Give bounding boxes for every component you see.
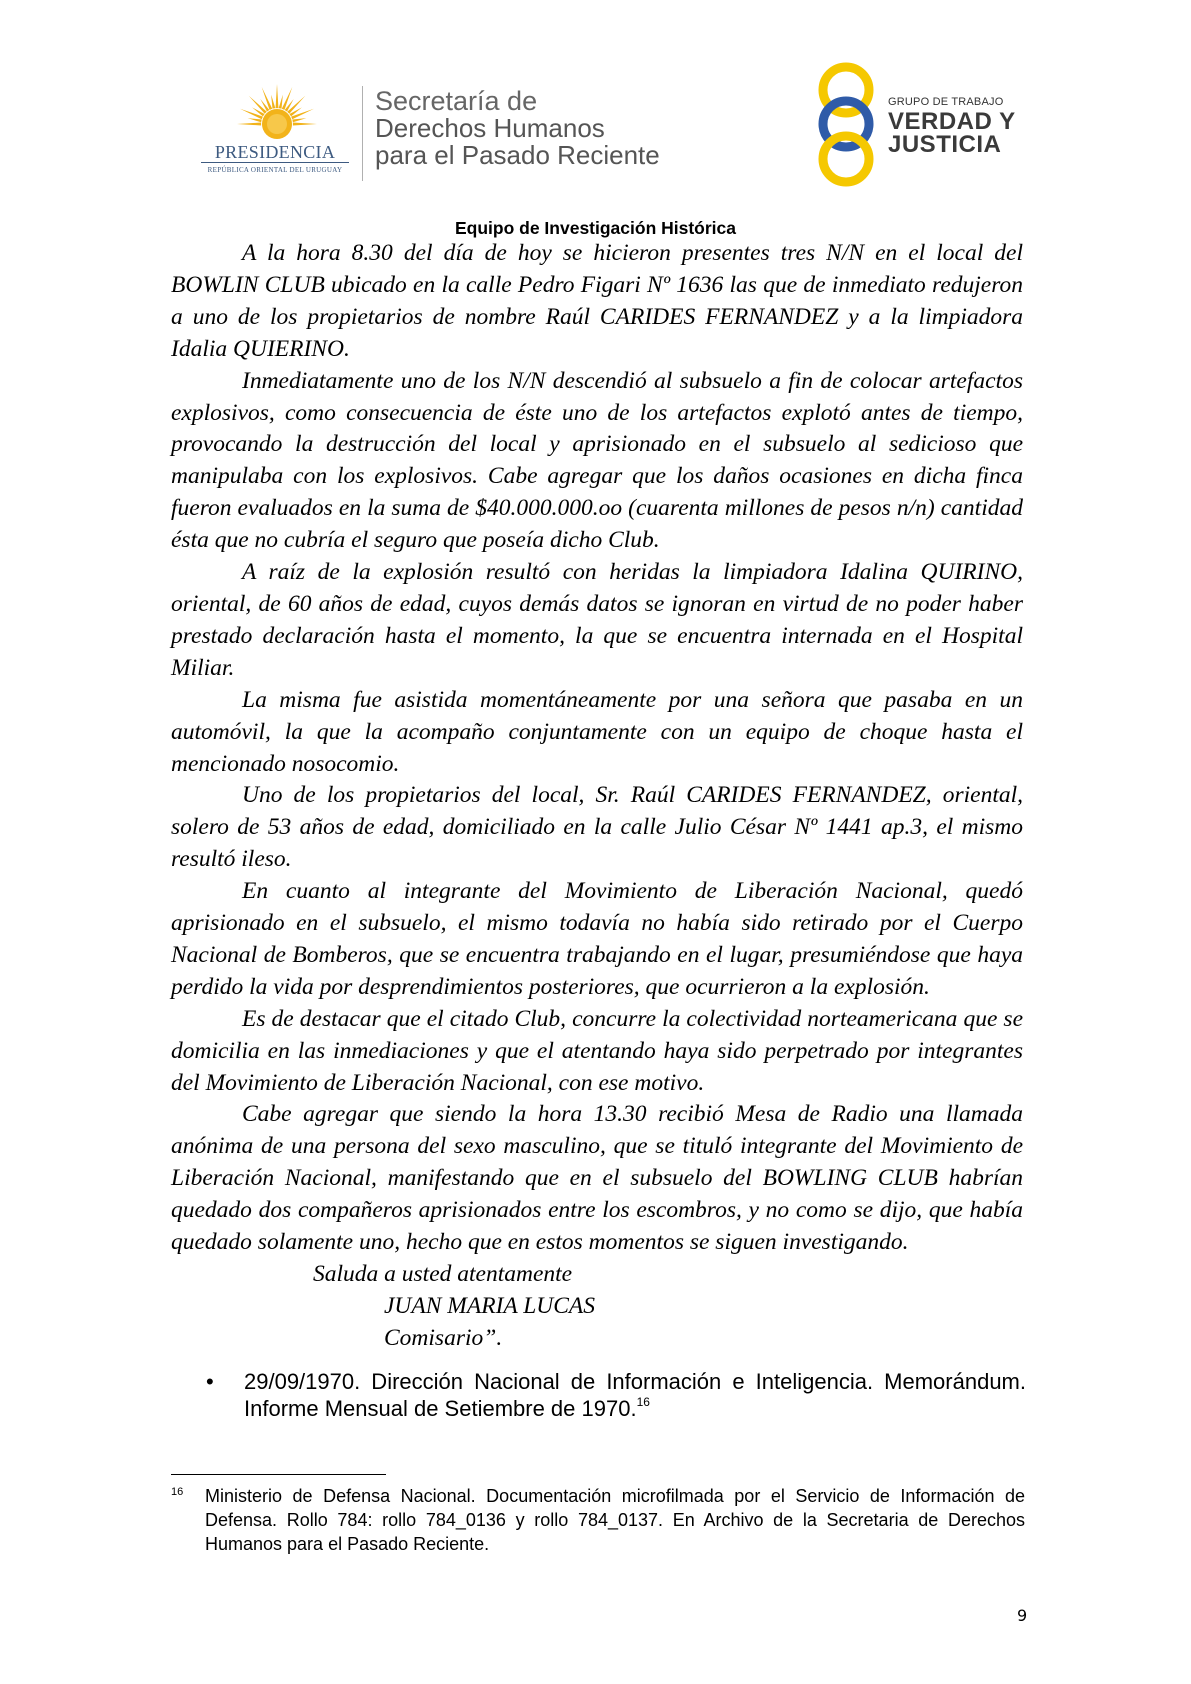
grupo-line2: VERDAD Y (888, 108, 1016, 135)
signature-closing: Saluda a usted atentamente (313, 1261, 573, 1287)
report-paragraph: Es de destacar que el citado Club, concurre la colectividad norteamericana que se domicilia en las inmediaciones y que el atentando haya sido perpetrado por integrantes del Movimiento de Liberación Nacional, con ese motivo. (171, 1005, 1023, 1096)
sun-ray (262, 87, 273, 110)
grupo-line3: JUSTICIA (888, 131, 1002, 158)
sun-ray (237, 123, 261, 126)
report-paragraph: En cuanto al integrante del Movimiento de Liberación Nacional, quedó aprisionado en el subsuelo, el mismo todavía no había sido retirado por el Cuerpo Nacional de Bomberos, que se encuentra trabajando en el lugar, presumiéndose que haya perdido la vida por desprendimientos posteriores, que ocurrieron a la explosión. (171, 878, 1023, 1000)
presidencia-rule (201, 162, 349, 163)
grupo-line1: GRUPO DE TRABAJO (888, 96, 1004, 108)
sun-ray (291, 109, 314, 120)
sun-ray (292, 118, 306, 122)
page-number: 9 (1017, 1606, 1028, 1625)
bullet-symbol: • (206, 1369, 214, 1394)
report-paragraph: Uno de los propietarios del local, Sr. Raúl CARIDES FERNANDEZ, oriental, solero de 53 años de edad, domiciliado en la calle Julio César Nº 1441 ap.3, el mismo resultó ileso. (171, 782, 1023, 873)
report-paragraph: Cabe agregar que siendo la hora 13.30 recibió Mesa de Radio una llamada anónima de una persona del sexo masculino, que se tituló integrante del Movimiento de Liberación Nacional, manifestando que en el subsuelo del BOWLING CLUB habrían quedado dos compañeros aprisionados entre los escombros, y no como se dijo, que había quedado solamente uno, hecho que en estos momentos se siguen investigando. (171, 1101, 1023, 1256)
footnote-reference[interactable]: 16 (636, 1395, 650, 1409)
bullet-item (206, 1368, 1026, 1422)
bullet-text-block (244, 1368, 1026, 1422)
signature-title: Comisario”. (384, 1324, 503, 1351)
sun-ray (279, 95, 283, 109)
report-paragraph: A la hora 8.30 del día de hoy se hicieron presentes tres N/N en el local del BOWLIN CLUB ubicado en la calle Pedro Figari Nº 1636 las que de inmediato redujeron a uno de los propietarios de nombre Raúl CARIDES FERNANDEZ y a la limpiadora Idalia QUIERINO. (171, 240, 1023, 362)
secretaria-line2: Derechos Humanos (375, 113, 605, 143)
grupo-trabajo-logo (812, 62, 1022, 188)
secretaria-logo-text (375, 88, 660, 169)
header-divider (362, 86, 363, 181)
signature-name: JUAN MARIA LUCAS (384, 1292, 596, 1319)
quoted-report (171, 238, 1023, 1355)
sun-icon (195, 82, 355, 144)
sun-ray (276, 84, 279, 108)
footnote-text: Ministerio de Defensa Nacional. Documentación microfilmada por el Servicio de Información de Defensa. Rollo 784: rollo 784_0136 y rollo 784_0137. En Archivo de la Secretaria de Derechos Humanos para el Pasado Reciente. (205, 1486, 1025, 1554)
sun-ray (293, 123, 317, 126)
sun-ray (271, 95, 275, 109)
sun-ray (282, 87, 293, 110)
footnote-number: 16 (171, 1486, 184, 1498)
secretaria-line1: Secretaría de (375, 86, 538, 116)
presidencia-subtitle: REPÚBLICA ORIENTAL DEL URUGUAY (207, 166, 343, 174)
report-paragraph: A raíz de la explosión resultó con heridas la limpiadora Idalina QUIRINO, oriental, de 60 años de edad, cuyos demás datos se ignoran en virtud de no poder haber prestado declaración hasta el momento, la que se encuentra internada en el Hospital Miliar. (171, 559, 1023, 681)
team-title: Equipo de Investigación Histórica (454, 218, 737, 238)
presidencia-logo (195, 82, 355, 182)
footnote-separator (171, 1474, 386, 1475)
report-paragraph: La misma fue asistida momentáneamente por una señora que pasaba en un automóvil, la que la acompaño conjuntamente con un equipo de choque hasta el mencionado nosocomio. (171, 686, 1023, 777)
secretaria-line3: para el Pasado Reciente (375, 140, 660, 170)
report-paragraph: Inmediatamente uno de los N/N descendió al subsuelo a fin de colocar artefactos explosivos, como consecuencia de éste uno de los artefactos explotó antes de tiempo, provocando la destrucción del local y aprisionado en el subsuelo al sedicioso que manipulaba con los explosivos. Cabe agregar que los daños ocasiones en dicha finca fueron evaluados en la suma de $40.000.000.oo (cuarenta millones de pesos n/n) cantidad ésta que no cubría el seguro que poseía dicho Club. (171, 367, 1023, 554)
presidencia-title: PRESIDENCIA (214, 142, 336, 162)
linked-rings-icon (812, 62, 884, 188)
footnote (171, 1484, 1025, 1556)
sun-ray (240, 109, 263, 120)
sun-ray (248, 118, 262, 122)
bullet-text: 29/09/1970. Dirección Nacional de Información e Inteligencia. Memorándum. Informe Mensual de Setiembre de 1970. (244, 1369, 1026, 1421)
